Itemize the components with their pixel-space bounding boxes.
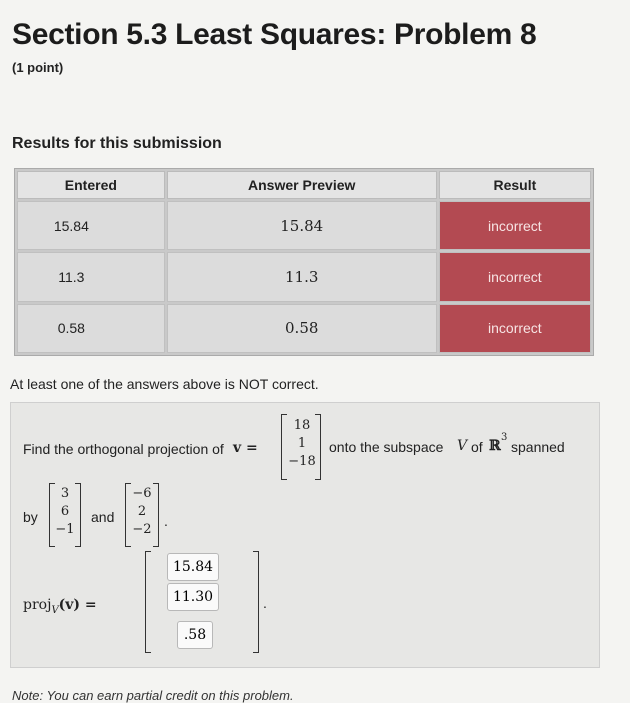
R-exponent: 3 xyxy=(501,432,508,443)
v-entry: −18 xyxy=(288,454,316,469)
proj-subscript: V xyxy=(51,604,59,616)
answer-input-2[interactable] xyxy=(167,583,219,611)
period: . xyxy=(164,513,168,529)
preview-cell: 15.84 xyxy=(167,201,437,250)
u1-entry: 6 xyxy=(60,504,70,519)
trailing-period: . xyxy=(263,595,267,611)
by-text: by xyxy=(23,509,38,525)
v-label: v = xyxy=(233,440,258,456)
of-text: of xyxy=(471,439,483,455)
u2-vector xyxy=(128,485,156,539)
entered-cell: 15.84 xyxy=(17,201,165,250)
answer-input-3[interactable] xyxy=(177,621,213,649)
and-text: and xyxy=(91,509,115,525)
table-row xyxy=(17,304,591,353)
spanned-text: spanned xyxy=(511,439,565,455)
problem-text-subspace: onto the subspace xyxy=(329,439,444,455)
v-vector xyxy=(285,417,319,471)
proj-label xyxy=(23,597,97,616)
u2-entry: 2 xyxy=(137,504,147,519)
incorrect-notice: At least one of the answers above is NOT correct. xyxy=(10,376,319,392)
results-header-row xyxy=(17,171,591,199)
u1-entry: −1 xyxy=(55,522,75,537)
answer-bracket-left xyxy=(145,551,151,653)
v-entry: 18 xyxy=(293,418,311,433)
R-symbol: ℝ xyxy=(489,438,501,454)
results-heading: Results for this submission xyxy=(12,135,222,152)
results-table xyxy=(14,168,594,356)
answer-bracket-right xyxy=(253,551,259,653)
preview-cell: 11.3 xyxy=(167,252,437,301)
partial-credit-note: Note: You can earn partial credit on this problem. xyxy=(12,688,294,703)
u2-bracket-right xyxy=(153,483,159,547)
problem-box xyxy=(10,402,600,668)
v-bracket-right xyxy=(315,414,321,480)
result-cell: incorrect xyxy=(439,201,591,250)
problem-text-intro: Find the orthogonal projection of xyxy=(23,441,224,457)
entered-cell: 11.3 xyxy=(17,252,165,301)
proj-text: proj xyxy=(23,597,52,613)
u2-entry: −2 xyxy=(132,522,152,537)
answer-input-1[interactable] xyxy=(167,553,219,581)
proj-argument: (v) = xyxy=(58,597,97,613)
table-row xyxy=(17,252,591,301)
u1-entry: 3 xyxy=(60,486,70,501)
table-row xyxy=(17,201,591,250)
result-cell: incorrect xyxy=(439,304,591,353)
u1-bracket-right xyxy=(75,483,81,547)
col-entered: Entered xyxy=(17,171,165,199)
v-entry: 1 xyxy=(297,436,307,451)
subspace-V: V xyxy=(457,438,468,454)
points-label: (1 point) xyxy=(12,60,64,75)
u2-entry: −6 xyxy=(132,486,152,501)
entered-cell: 0.58 xyxy=(17,304,165,353)
col-result: Result xyxy=(439,171,591,199)
col-answer-preview: Answer Preview xyxy=(167,171,437,199)
preview-cell: 0.58 xyxy=(167,304,437,353)
result-cell: incorrect xyxy=(439,252,591,301)
page-title: Section 5.3 Least Squares: Problem 8 xyxy=(12,18,537,51)
